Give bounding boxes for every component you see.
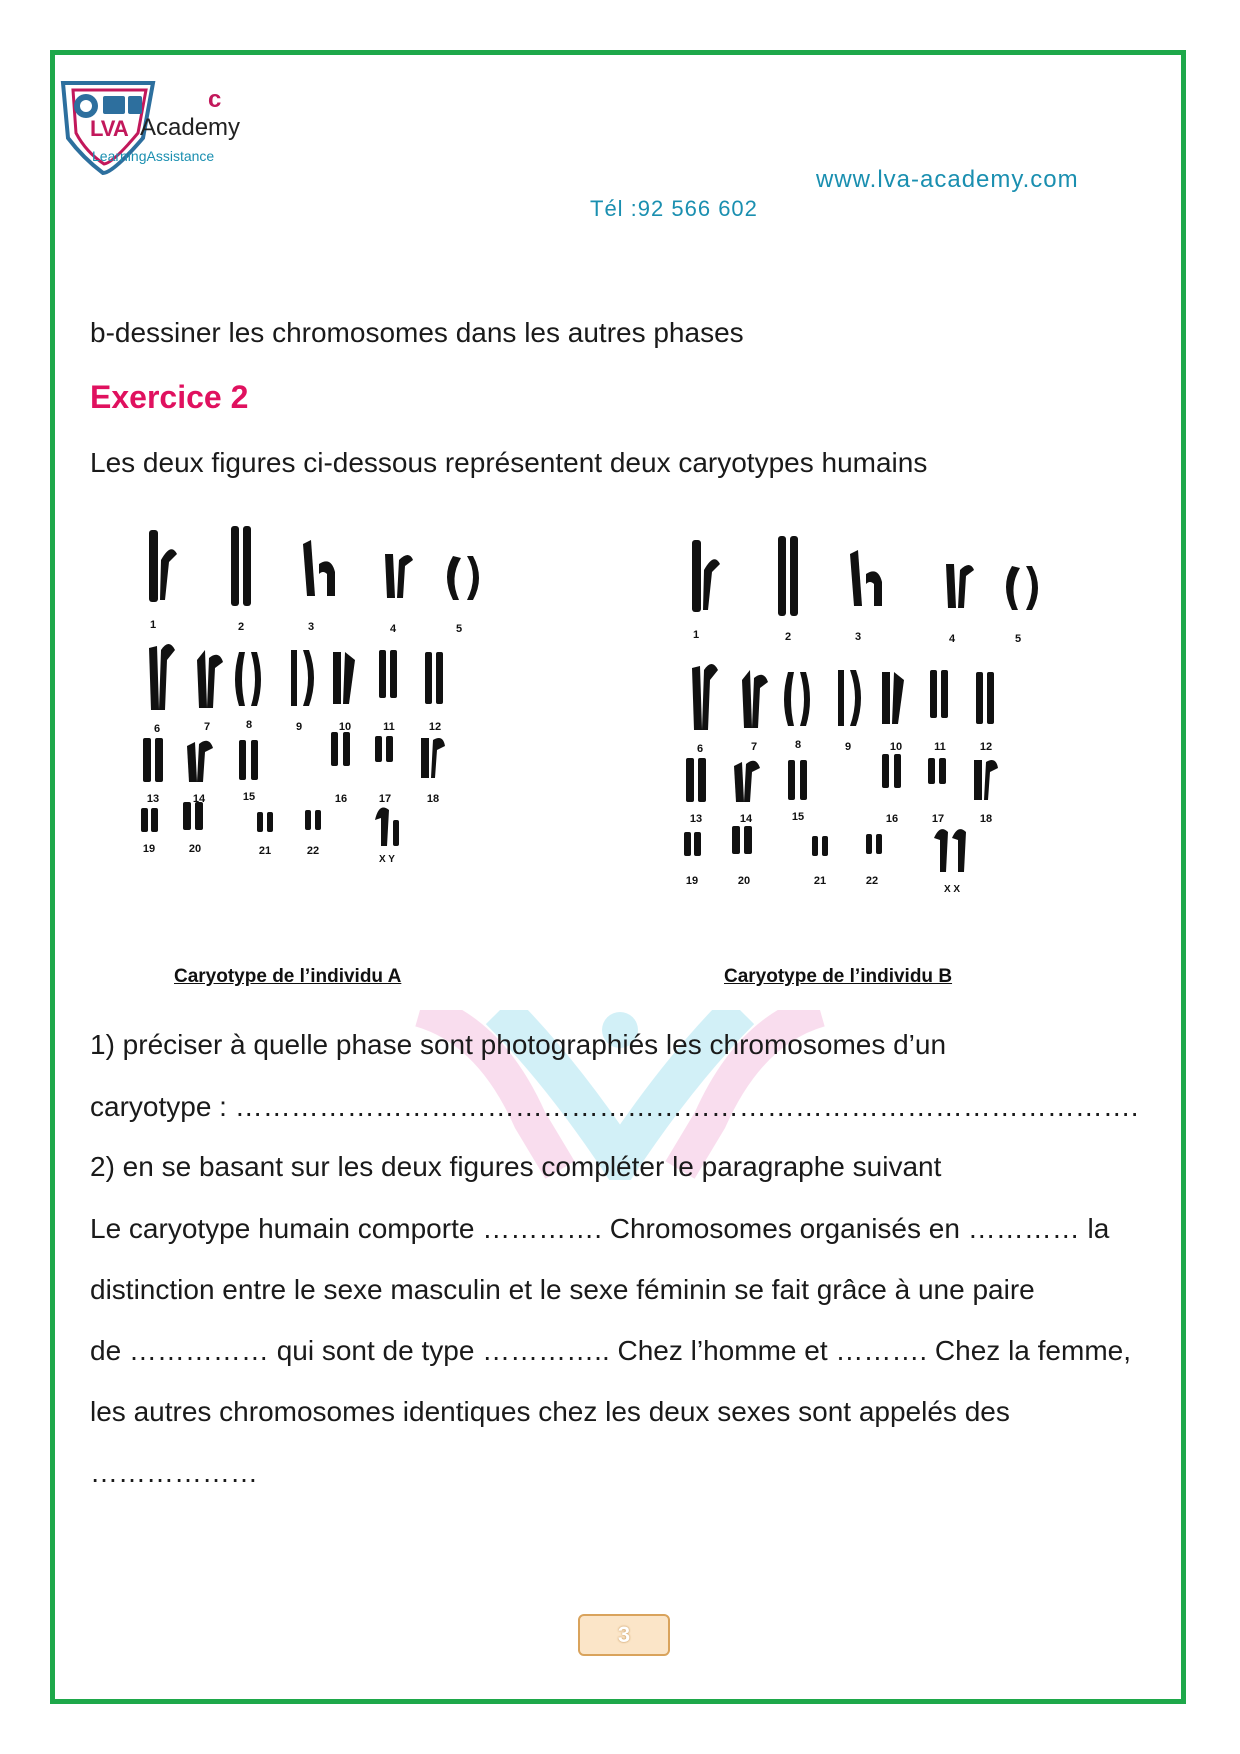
exercise-title: Exercice 2: [90, 379, 249, 415]
figure-b-label: 6: [696, 743, 704, 755]
figure-b-label: 13: [689, 813, 703, 825]
question-2-line-1: 2) en se basant sur les deux figures compléter le paragraphe suivant: [90, 1151, 942, 1182]
figure-a-label: 11: [383, 721, 395, 733]
paragraph-line-3: de …………… qui sont de type ………….. Chez l’homme et ………. Chez la femme,: [90, 1335, 1132, 1366]
figure-b-label: 21: [813, 875, 827, 887]
figure-b-label: 10: [889, 741, 903, 753]
page-number-badge: 3: [578, 1614, 670, 1656]
figure-a-label: 18: [426, 793, 440, 805]
figure-b-label: X X: [943, 884, 961, 895]
figure-a-label: 15: [242, 791, 256, 803]
intro-line: b-dessiner les chromosomes dans les autres phases: [90, 317, 744, 348]
karyotype-figure-a: [135, 520, 515, 910]
figure-b-label: 16: [885, 813, 899, 825]
paragraph-line-2: distinction entre le sexe masculin et le sexe féminin se fait grâce à une paire: [90, 1274, 1035, 1305]
figure-a-label: 5: [455, 623, 463, 635]
figure-b-label: 8: [794, 739, 802, 751]
karyotype-figure-b: [670, 520, 1050, 910]
logo-mark: LVA: [90, 116, 128, 141]
figure-b-label: 19: [685, 875, 699, 887]
figure-a-label: 21: [258, 845, 272, 857]
figure-b-label: 4: [948, 633, 956, 645]
figure-a-label: 7: [203, 721, 211, 733]
figure-a-label: 19: [142, 843, 156, 855]
figure-a-label: 2: [237, 621, 245, 633]
logo-tagline: LearningAssistance: [92, 148, 215, 164]
phone-number: Tél :92 566 602: [590, 196, 758, 221]
figure-b-label: 20: [737, 875, 751, 887]
figure-a-label: 12: [428, 721, 442, 733]
figure-a-label: 3: [307, 621, 315, 633]
question-1-line-1: 1) préciser à quelle phase sont photographiés les chromosomes d’un: [90, 1029, 947, 1060]
figure-b-label: 9: [844, 741, 852, 753]
exercise-intro: Les deux figures ci-dessous représentent deux caryotypes humains: [90, 447, 928, 478]
question-1-line-2: caryotype : …………………………………………………………………………………….: [90, 1091, 1139, 1122]
figure-a-label: 20: [188, 843, 202, 855]
paragraph-line-1: Le caryotype humain comporte …………. Chromosomes organisés en ………… la: [90, 1213, 1110, 1244]
paragraph-line-4: les autres chromosomes identiques chez les deux sexes sont appelés des: [90, 1396, 1010, 1427]
figure-b-label: 18: [979, 813, 993, 825]
figure-a-label: 14: [192, 793, 206, 805]
caption-individu-a: Caryotype de l’individu A: [174, 966, 402, 987]
figure-a-label: 13: [146, 793, 160, 805]
figure-a-label: 22: [306, 845, 320, 857]
figure-b-label: 17: [931, 813, 945, 825]
figure-b-label: 22: [865, 875, 879, 887]
figure-a-label: 4: [389, 623, 397, 635]
logo-brand: Academy: [140, 114, 241, 141]
paragraph-line-5: ………………: [90, 1457, 258, 1488]
figure-b-label: 15: [791, 811, 805, 823]
figure-a-label: 1: [149, 619, 157, 631]
figure-a-label: X Y: [379, 854, 395, 865]
figure-b-label: 2: [784, 631, 792, 643]
figure-b-label: 14: [739, 813, 753, 825]
figure-a-label: 17: [378, 793, 392, 805]
figure-b-label: 5: [1014, 633, 1022, 645]
figure-b-label: 7: [750, 741, 758, 753]
figure-b-label: 3: [854, 631, 862, 643]
figure-b-label: 11: [934, 741, 946, 753]
figure-b-label: 1: [692, 629, 700, 641]
website-link[interactable]: www.lva-academy.com: [816, 166, 1079, 193]
caption-individu-b: Caryotype de l’individu B: [724, 966, 953, 987]
figure-a-label: 9: [295, 721, 303, 733]
figure-a-label: 6: [153, 723, 161, 735]
figure-a-label: 10: [338, 721, 352, 733]
figure-a-label: 16: [334, 793, 348, 805]
figure-b-label: 12: [979, 741, 993, 753]
logo-letter: c: [208, 86, 222, 113]
figure-a-label: 8: [245, 719, 253, 731]
